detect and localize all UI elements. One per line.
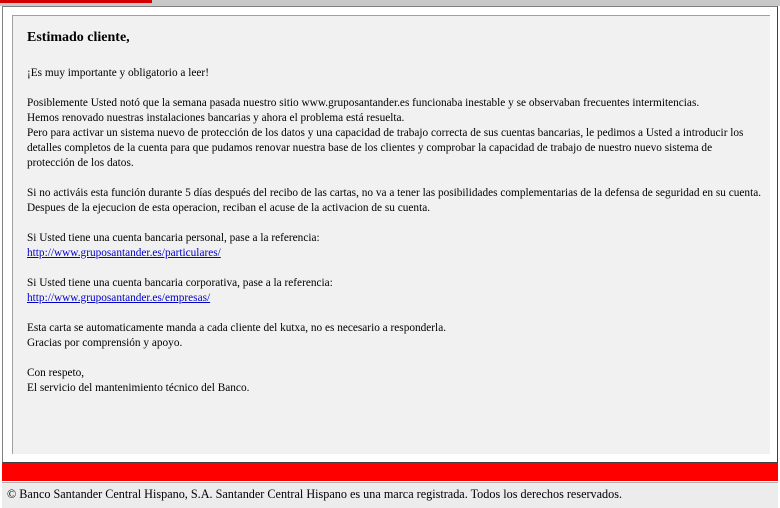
greeting: Estimado cliente,: [27, 30, 130, 45]
corporate-account-link[interactable]: http://www.gruposantander.es/empresas/: [27, 292, 211, 304]
paragraph-renovation: [27, 96, 762, 171]
footer: [2, 482, 778, 508]
paragraph-important: [27, 66, 762, 81]
corporate-account-text: Si Usted tiene una cuenta bancaria corporativa, pase a la referencia:: [27, 277, 333, 289]
paragraph-line: Gracias por comprensión y apoyo.: [27, 337, 183, 349]
red-banner-bar: [2, 463, 778, 481]
paragraph-notice: [27, 321, 762, 351]
copyright-text: © Banco Santander Central Hispano, S.A. Santander Central Hispano es una marca registrada. Todos los derechos reservados.: [7, 487, 623, 501]
paragraph-line: Pero para activar un sistema nuevo de protección de los datos y una capacidad de trabajo correcta de sus cuentas bancarias, le pedimos a Usted a introducir los detalles completos de la cuenta para que pudamos renovar nuestra base de los clientes y comprobar la capacidad de trabajo de nuestro nuevo sistema de protección de los datos.: [27, 127, 744, 169]
paragraph-corporate: [27, 276, 762, 306]
paragraph-line: Esta carta se automaticamente manda a cada cliente del kutxa, no es necesario a responderla.: [27, 322, 447, 334]
top-accent-bar: [0, 0, 152, 3]
message-panel: [12, 15, 770, 454]
paragraph-personal: [27, 231, 762, 261]
signoff: [27, 366, 762, 396]
paragraph-line: Despues de la ejecucion de esta operacion, reciban el acuse de la activacion de su cuenta.: [27, 202, 431, 214]
paragraph-line: Hemos renovado nuestras instalaciones bancarias y ahora el problema está resuelta.: [27, 112, 405, 124]
personal-account-text: Si Usted tiene una cuenta bancaria personal, pase a la referencia:: [27, 232, 320, 244]
paragraph-line: ¡Es muy importante y obligatorio a leer!: [27, 67, 209, 79]
message-body: [27, 30, 762, 411]
paragraph-line: Posiblemente Usted notó que la semana pasada nuestro sitio www.gruposantander.es funcionaba inestable y se observaban frecuentes intermitencias.: [27, 97, 700, 109]
signoff-line: Con respeto,: [27, 367, 85, 379]
paragraph-line: Si no activáis esta función durante 5 días después del recibo de las cartas, no va a tener las posibilidades complementarias de la defensa de seguridad en su cuenta.: [27, 187, 762, 199]
personal-account-link[interactable]: http://www.gruposantander.es/particulares/: [27, 247, 221, 259]
message-frame: [2, 6, 778, 463]
paragraph-warning: [27, 186, 762, 216]
signoff-line: El servicio del mantenimiento técnico del Banco.: [27, 382, 250, 394]
